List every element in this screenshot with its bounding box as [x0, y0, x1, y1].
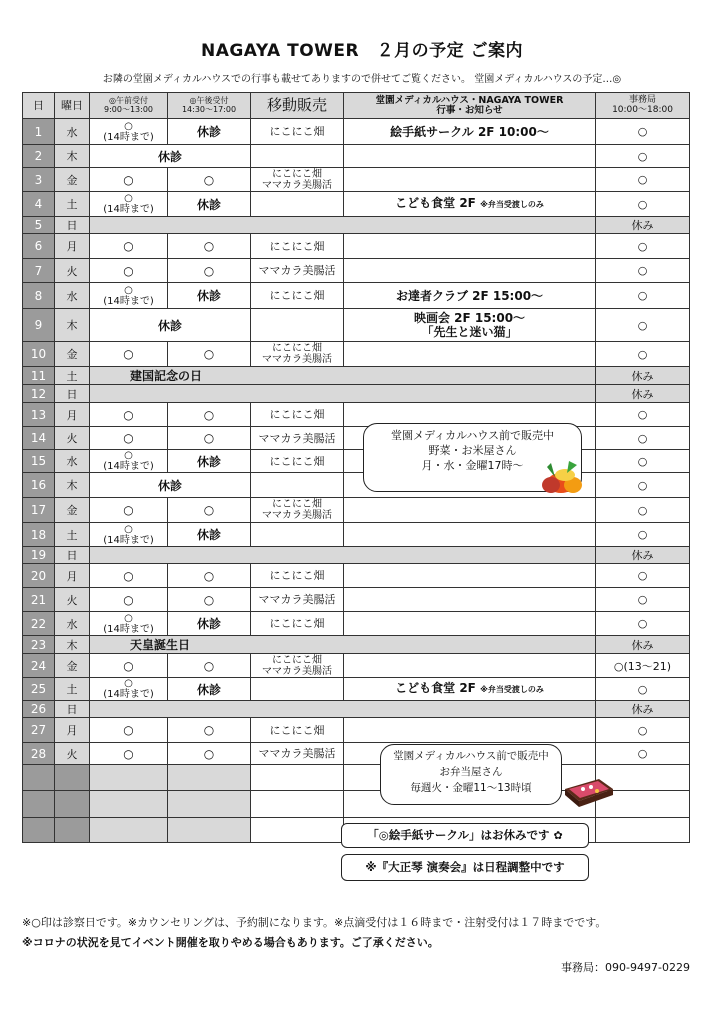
pm-reception: 休診 [168, 192, 251, 217]
day-number: 4 [23, 192, 55, 217]
day-number: 22 [23, 612, 55, 636]
am-reception: ○ [90, 168, 168, 192]
office-status: 休み [596, 701, 690, 718]
event-cell [344, 145, 596, 168]
weekday: 火 [55, 259, 90, 283]
office-status: ○ [596, 718, 690, 743]
schedule-row [23, 678, 690, 701]
event-cell: こども食堂 2F ※弁当受渡しのみ [344, 192, 596, 217]
mobile-sales: ママカラ美腸活 [251, 427, 344, 450]
pm-reception: 休診 [168, 678, 251, 701]
day-number: 27 [23, 718, 55, 743]
event-cell [344, 612, 596, 636]
event-cell [344, 342, 596, 367]
mobile-sales: にこにこ畑 [251, 612, 344, 636]
day-number: 11 [23, 367, 55, 385]
schedule-row [23, 547, 690, 564]
pm-reception: ○ [168, 588, 251, 612]
day-number: 12 [23, 385, 55, 403]
am-reception: ○ [90, 498, 168, 523]
pm-reception: ○ [168, 403, 251, 427]
weekday: 日 [55, 547, 90, 564]
am-reception: ○ (14時まで) [90, 283, 168, 309]
schedule-row [23, 612, 690, 636]
day-number: 2 [23, 145, 55, 168]
office-status: 休み [596, 217, 690, 234]
schedule-row [23, 588, 690, 612]
day-number: 25 [23, 678, 55, 701]
mobile-sales [251, 473, 344, 498]
am-reception: ○ [90, 743, 168, 765]
pm-reception: ○ [168, 427, 251, 450]
mobile-sales: にこにこ畑 [251, 450, 344, 473]
event-cell [344, 588, 596, 612]
schedule-row [23, 427, 690, 450]
mobile-sales: にこにこ畑 ママカラ美腸活 [251, 498, 344, 523]
weekday: 水 [55, 283, 90, 309]
am-reception: ○ (14時まで) [90, 612, 168, 636]
office-status: 休み [596, 367, 690, 385]
header-events: 堂園メディカルハウス・NAGAYA TOWER 行事・お知らせ [344, 93, 596, 119]
weekday: 火 [55, 427, 90, 450]
pm-reception: 休診 [168, 523, 251, 547]
office-status: 休み [596, 385, 690, 403]
schedule-row [23, 403, 690, 427]
schedule-row [23, 145, 690, 168]
footer-note-1: ※○印は診察日です。※カウンセリングは、予約制になります。※点滴受付は１６時まで・注射受付は１７時までです。 [22, 916, 607, 929]
event-cell [344, 498, 596, 523]
weekday: 土 [55, 523, 90, 547]
holiday-name [90, 217, 596, 234]
office-status: ○ [596, 119, 690, 145]
pm-reception: 休診 [168, 119, 251, 145]
schedule-row [23, 523, 690, 547]
holiday-name: 天皇誕生日 [90, 636, 596, 654]
holiday-name: 建国記念の日 [90, 367, 596, 385]
day-number: 5 [23, 217, 55, 234]
schedule-row [23, 701, 690, 718]
day-number: 28 [23, 743, 55, 765]
day-number: 7 [23, 259, 55, 283]
pm-reception: ○ [168, 654, 251, 678]
event-cell [344, 564, 596, 588]
header-weekday: 曜日 [55, 93, 90, 119]
day-number: 18 [23, 523, 55, 547]
schedule-body [23, 119, 690, 765]
mobile-sales: にこにこ畑 [251, 119, 344, 145]
office-status: ○ [596, 588, 690, 612]
event-cell [344, 259, 596, 283]
notice-etegami-closed: 「◎絵手紙サークル」はお休みです ✿ [341, 823, 589, 848]
mobile-sales [251, 145, 344, 168]
weekday: 月 [55, 564, 90, 588]
weekday: 日 [55, 217, 90, 234]
day-number: 1 [23, 119, 55, 145]
bento-sale-bubble: 堂園メディカルハウス前で販売中 お弁当屋さん 毎週火・金曜11～13時頃 [380, 744, 562, 805]
pm-reception: 休診 [168, 612, 251, 636]
schedule-row [23, 234, 690, 259]
mobile-sales [251, 678, 344, 701]
am-reception: ○ [90, 259, 168, 283]
schedule-table [22, 92, 690, 843]
mobile-sales: にこにこ畑 ママカラ美腸活 [251, 168, 344, 192]
office-status: ○ [596, 168, 690, 192]
weekday: 火 [55, 743, 90, 765]
pm-reception: ○ [168, 342, 251, 367]
weekday: 月 [55, 403, 90, 427]
pm-reception: 休診 [168, 450, 251, 473]
schedule-row [23, 450, 690, 473]
office-status: ○ [596, 403, 690, 427]
mobile-sales [251, 309, 344, 342]
day-number: 20 [23, 564, 55, 588]
day-number: 15 [23, 450, 55, 473]
office-status: ○ [596, 309, 690, 342]
notice-taishogoto: ※『大正琴 演奏会』は日程調整中です [341, 854, 589, 881]
day-number: 13 [23, 403, 55, 427]
schedule-row [23, 385, 690, 403]
vegetables-icon [537, 455, 589, 497]
schedule-row [23, 309, 690, 342]
closed-label: 休診 [90, 309, 251, 342]
am-reception: ○ (14時まで) [90, 119, 168, 145]
weekday: 土 [55, 678, 90, 701]
day-number: 24 [23, 654, 55, 678]
am-reception: ○ [90, 588, 168, 612]
am-reception: ○ [90, 427, 168, 450]
pm-reception: 休診 [168, 283, 251, 309]
table-header-row [23, 93, 690, 119]
office-status: ○ [596, 342, 690, 367]
weekday: 金 [55, 498, 90, 523]
holiday-name [90, 701, 596, 718]
mobile-sales [251, 192, 344, 217]
am-reception: ○ (14時まで) [90, 523, 168, 547]
footer-note-2: ※コロナの状況を見てイベント開催を取りやめる場合もあります。ご了承ください。 [22, 936, 439, 949]
am-reception: ○ [90, 564, 168, 588]
office-status: ○ [596, 564, 690, 588]
office-status: ○ [596, 259, 690, 283]
weekday: 木 [55, 636, 90, 654]
day-number: 21 [23, 588, 55, 612]
day-number: 23 [23, 636, 55, 654]
weekday: 金 [55, 654, 90, 678]
weekday: 月 [55, 718, 90, 743]
weekday: 木 [55, 473, 90, 498]
office-status: ○ [596, 743, 690, 765]
weekday: 金 [55, 342, 90, 367]
weekday: 月 [55, 234, 90, 259]
day-number: 3 [23, 168, 55, 192]
header-office: 事務局 10:00～18:00 [596, 93, 690, 119]
pm-reception: ○ [168, 498, 251, 523]
schedule-row [23, 342, 690, 367]
am-reception: ○ [90, 403, 168, 427]
closed-label: 休診 [90, 473, 251, 498]
day-number: 16 [23, 473, 55, 498]
page-subtitle: お隣の堂園メディカルハウスでの行事も載せてありますので併せてご覧ください。 堂園メディカルハウスの予定…◎ [102, 74, 622, 85]
page-title: NAGAYA TOWER ２月の予定 ご案内 [200, 41, 524, 61]
office-status: ○ [596, 234, 690, 259]
pm-reception: ○ [168, 743, 251, 765]
schedule-row [23, 283, 690, 309]
day-number: 8 [23, 283, 55, 309]
event-cell: お達者クラブ 2F 15:00～ [344, 283, 596, 309]
weekday: 土 [55, 367, 90, 385]
weekday: 水 [55, 612, 90, 636]
weekday: 木 [55, 309, 90, 342]
office-status: ○ [596, 427, 690, 450]
mobile-sales: にこにこ畑 ママカラ美腸活 [251, 342, 344, 367]
schedule-row [23, 168, 690, 192]
office-status: ○ [596, 678, 690, 701]
office-status: ○ [596, 450, 690, 473]
closed-label: 休診 [90, 145, 251, 168]
office-status: ○(13～21) [596, 654, 690, 678]
am-reception: ○ (14時まで) [90, 678, 168, 701]
day-number: 14 [23, 427, 55, 450]
mobile-sales: ママカラ美腸活 [251, 259, 344, 283]
office-status: ○ [596, 145, 690, 168]
mobile-sales: にこにこ畑 [251, 403, 344, 427]
schedule-row [23, 743, 690, 765]
schedule-row [23, 192, 690, 217]
weekday: 金 [55, 168, 90, 192]
pm-reception: ○ [168, 234, 251, 259]
mobile-sales: にこにこ畑 [251, 283, 344, 309]
schedule-row [23, 564, 690, 588]
am-reception: ○ [90, 718, 168, 743]
schedule-row [23, 259, 690, 283]
am-reception: ○ (14時まで) [90, 450, 168, 473]
weekday: 日 [55, 701, 90, 718]
day-number: 6 [23, 234, 55, 259]
schedule-row [23, 217, 690, 234]
office-status: ○ [596, 283, 690, 309]
weekday: 火 [55, 588, 90, 612]
event-cell [344, 234, 596, 259]
mobile-sales [251, 523, 344, 547]
event-cell [344, 718, 596, 743]
day-number: 26 [23, 701, 55, 718]
holiday-name [90, 547, 596, 564]
header-day: 日 [23, 93, 55, 119]
mobile-sales: ママカラ美腸活 [251, 588, 344, 612]
bento-box-icon [561, 775, 617, 809]
holiday-name [90, 385, 596, 403]
event-cell: こども食堂 2F ※弁当受渡しのみ [344, 678, 596, 701]
mobile-sales: ママカラ美腸活 [251, 743, 344, 765]
event-cell: 絵手紙サークル 2F 10:00～ [344, 119, 596, 145]
schedule-row [23, 498, 690, 523]
am-reception: ○ (14時まで) [90, 192, 168, 217]
mobile-sales: にこにこ畑 [251, 234, 344, 259]
day-number: 19 [23, 547, 55, 564]
mobile-sales: にこにこ畑 ママカラ美腸活 [251, 654, 344, 678]
vegetable-sale-bubble: 堂園メディカルハウス前で販売中 野菜・お米屋さん 月・水・金曜17時～ [363, 423, 582, 492]
office-status: ○ [596, 192, 690, 217]
day-number: 10 [23, 342, 55, 367]
header-pm: ◎午後受付 14:30～17:00 [168, 93, 251, 119]
header-mobile-sales: 移動販売 [251, 93, 344, 119]
office-status: ○ [596, 523, 690, 547]
event-cell: 映画会 2F 15:00～ 「先生と迷い猫」 [344, 309, 596, 342]
schedule-row [23, 367, 690, 385]
pm-reception: ○ [168, 718, 251, 743]
schedule-row [23, 718, 690, 743]
am-reception: ○ [90, 654, 168, 678]
day-number: 9 [23, 309, 55, 342]
am-reception: ○ [90, 234, 168, 259]
office-phone: 事務局：090-9497-0229 [561, 961, 690, 974]
weekday: 水 [55, 450, 90, 473]
event-cell [344, 168, 596, 192]
office-status: 休み [596, 547, 690, 564]
weekday: 土 [55, 192, 90, 217]
event-cell [344, 654, 596, 678]
mobile-sales: にこにこ畑 [251, 718, 344, 743]
weekday: 木 [55, 145, 90, 168]
day-number: 17 [23, 498, 55, 523]
mobile-sales: にこにこ畑 [251, 564, 344, 588]
event-cell [344, 523, 596, 547]
header-am: ◎午前受付 9:00～13:00 [90, 93, 168, 119]
schedule-row [23, 473, 690, 498]
office-status: ○ [596, 612, 690, 636]
schedule-row [23, 636, 690, 654]
pm-reception: ○ [168, 564, 251, 588]
weekday: 水 [55, 119, 90, 145]
office-status: ○ [596, 498, 690, 523]
pm-reception: ○ [168, 259, 251, 283]
flower-icon: ✿ [553, 829, 563, 842]
schedule-row [23, 119, 690, 145]
pm-reception: ○ [168, 168, 251, 192]
office-status: ○ [596, 473, 690, 498]
schedule-row [23, 654, 690, 678]
am-reception: ○ [90, 342, 168, 367]
office-status: 休み [596, 636, 690, 654]
weekday: 日 [55, 385, 90, 403]
